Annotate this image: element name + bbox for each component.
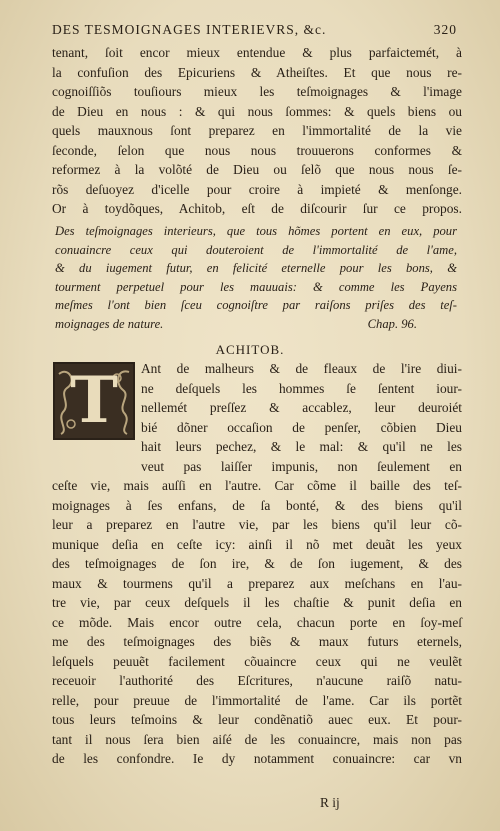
text-line: veut pas laiſſer impunis, non ſeulement en [141, 458, 462, 474]
main-paragraph [52, 476, 462, 769]
text-line: ce mõde. Mais encor outre cela, chacun porte en ſoy-meſ [52, 614, 462, 630]
signature-mark: R ij [320, 795, 340, 810]
summary-line: meſmes l'ont bien ſceu cognoiſtre par raiſons priſes des teſ- [55, 298, 457, 312]
text-line: ne deſquels les hommes ſe ſentent iour- [141, 380, 462, 396]
speaker-heading: ACHITOB. [215, 342, 285, 357]
summary-line: tourment perpetuel pour les mauuais: & comme les Payens [55, 279, 457, 294]
text-line: de les confondre. Ie dy notamment conuaincre: car vn [52, 751, 462, 766]
text-line: maux & tourmens qu'il a preparez aux meſchans en l'au- [52, 575, 462, 591]
drop-initial-woodcut [53, 362, 135, 440]
text-line: tre vie, par ceux deſquels il les chaſtie & punit deſia en [52, 595, 462, 610]
text-line: ſeconde, ſelon que nous nous trouuerons conformes & [52, 142, 462, 158]
text-line: Or à toydõques, Achitob, eſt de diſcourir ſur ce propos. [52, 201, 462, 216]
text-line: receuoir l'authorité des Eſcritures, n'aucune raiſõ natu- [52, 673, 462, 688]
text-line: me des teſmoignages des biẽs & maux futurs eternels, [52, 634, 462, 649]
running-header [52, 22, 457, 38]
initial-paragraph-lines [141, 359, 462, 476]
summary-line: conuaincre ceux qui douteroient de l'immortalité de l'ame, [55, 242, 457, 257]
text-line: rõs deſuoyez d'icelle pour croire à impieté & menſonge. [52, 181, 462, 197]
text-line: la confuſion des Epicuriens & Atheiſtes. Et que nous re- [52, 64, 462, 80]
text-line: tant il nous ſera bien aiſé de les conuaincre, mais non pas [52, 731, 462, 747]
text-line: nellemét preſſez & accablez, leur deuroiét [141, 400, 462, 415]
text-line: munique deſia en ceſte icy: ainſi il nõ met deuãt les yeux [52, 536, 462, 552]
text-line: Ant de malheurs & de fleaux de l'ire diui- [141, 361, 462, 376]
intro-paragraph [52, 43, 462, 219]
text-line: relle, pour preuue de l'immortalité de l'ame. Car ils portẽt [52, 692, 462, 708]
text-line: hait leurs pechez, & le mal: & qu'il ne les [141, 439, 462, 454]
running-title: DES TESMOIGNAGES INTERIEVRS, &c. [52, 22, 327, 37]
text-line: reformez à la volõté de Dieu ou ſelõ que nous nous ſe- [52, 162, 462, 177]
text-line: bié dõner occaſion de penſer, cõbien Dieu [141, 419, 462, 435]
text-line: quels mauxnous ſont preparez en l'immortalité de la vie [52, 123, 462, 138]
text-line: leſquels peuuẽt facilement cõuaincre ceux qui ne veulẽt [52, 653, 462, 669]
summary-line: & du iugement futur, en felicité eternelle pour les bons, & [55, 261, 457, 275]
text-line: des teſmoignages de ſon ire, & de ſon iugement, & des [52, 556, 462, 571]
page-number: 320 [433, 22, 457, 37]
text-line: leur a preparez en l'autre vie, par les biens qu'il leur cõ- [52, 517, 462, 532]
summary-line: Des teſmoignages interieurs, que tous hõmes portent en eux, pour [55, 224, 457, 238]
text-line: moignages à ſes enfans, de ſa bonté, & des biens qu'il [52, 497, 462, 513]
text-line: cognoiſſiõs touſiours mieux les teſmoignages & l'image [52, 84, 462, 99]
text-line: ceſte vie, mais auſſi en l'autre. Car cõme il baille des teſ- [52, 478, 462, 493]
summary-line [55, 315, 457, 334]
summary-line-end: moignages de nature. [55, 316, 164, 331]
text-line: de Dieu en nous : & qui nous ſommes: & quels biens ou [52, 103, 462, 119]
drop-initial-letter: T [70, 363, 118, 438]
chapter-label: Chap. 96. [367, 316, 417, 331]
text-line: tous leurs teſmoins & leur condẽnatiõ auec eux. Et pour- [52, 712, 462, 727]
text-line: tenant, ſoit encor mieux entendue & plus parfaictemét, à [52, 45, 462, 60]
chapter-summary [55, 222, 457, 333]
